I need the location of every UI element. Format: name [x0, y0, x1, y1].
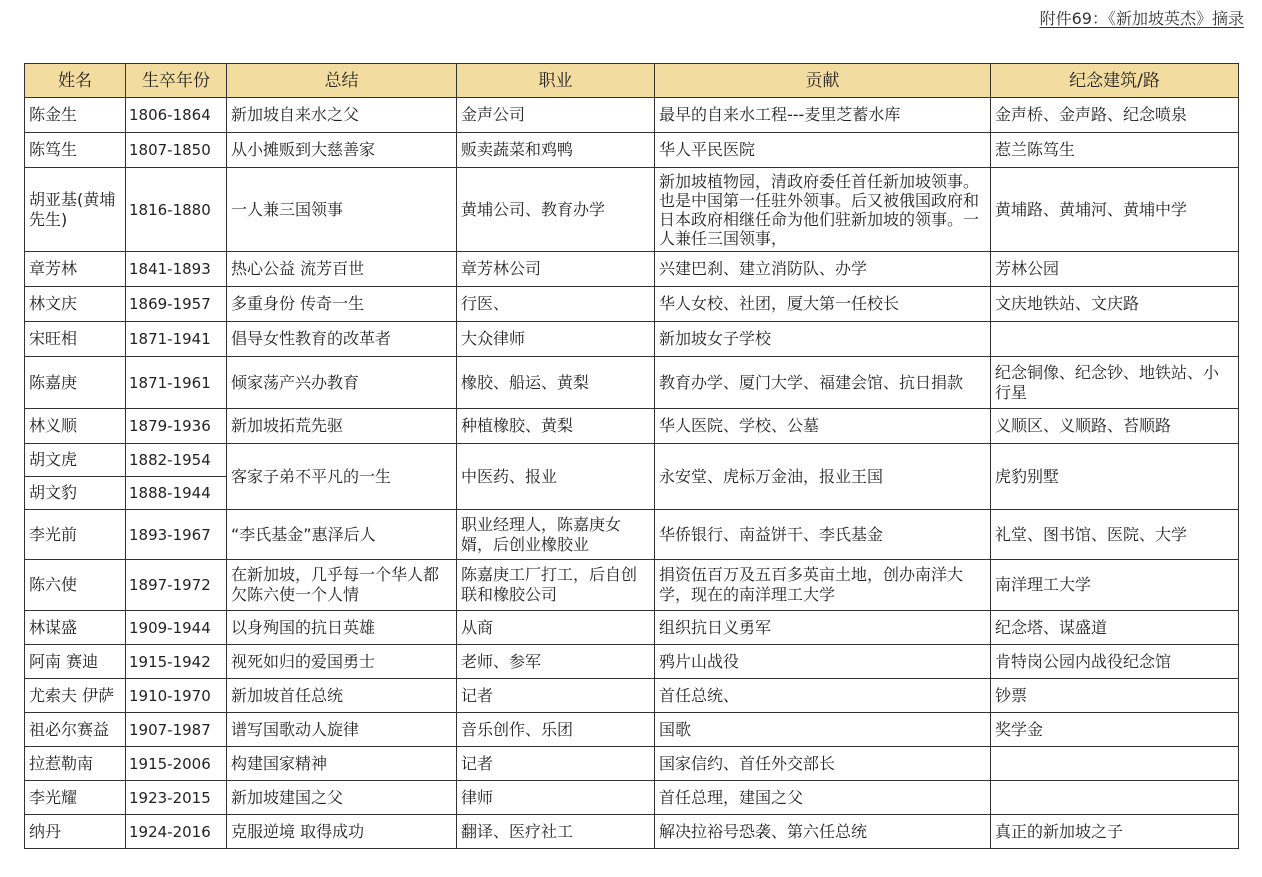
- table-row: [25, 322, 1239, 357]
- cell-years: 1915-1942: [126, 645, 227, 679]
- cell-contribution: 组织抗日义勇军: [655, 611, 991, 645]
- cell-summary: 在新加坡，几乎每一个华人都欠陈六使一个人情: [227, 560, 457, 611]
- cell-occupation: 行医、: [457, 287, 655, 322]
- cell-occupation: 记者: [457, 747, 655, 781]
- cell-summary: 从小摊贩到大慈善家: [227, 133, 457, 168]
- cell-contribution: 国家信约、首任外交部长: [655, 747, 991, 781]
- cell-occupation: 贩卖蔬菜和鸡鸭: [457, 133, 655, 168]
- cell-occupation: 橡胶、船运、黄梨: [457, 357, 655, 409]
- column-header-memorial: 纪念建筑/路: [991, 64, 1239, 98]
- cell-memorial: 钞票: [991, 679, 1239, 713]
- cell-memorial: 纪念塔、谋盛道: [991, 611, 1239, 645]
- cell-contribution: 华人医院、学校、公墓: [655, 409, 991, 444]
- cell-contribution: 新加坡植物园，清政府委任首任新加坡领事。也是中国第一任驻外领事。后又被俄国政府和日本政府相继任命为他们驻新加坡的领事。一人兼任三国领事，: [655, 168, 991, 252]
- cell-occupation: 职业经理人，陈嘉庚女婿，后创业橡胶业: [457, 510, 655, 560]
- cell-occupation: 翻译、医疗社工: [457, 815, 655, 849]
- cell-name: 陈六使: [25, 560, 126, 611]
- table-row: [25, 560, 1239, 611]
- cell-name: 纳丹: [25, 815, 126, 849]
- table-row: [25, 252, 1239, 287]
- cell-summary: 一人兼三国领事: [227, 168, 457, 252]
- cell-memorial: 南洋理工大学: [991, 560, 1239, 611]
- cell-memorial: 黄埔路、黄埔河、黄埔中学: [991, 168, 1239, 252]
- cell-memorial: 纪念铜像、纪念钞、地铁站、小行星: [991, 357, 1239, 409]
- cell-years: 1907-1987: [126, 713, 227, 747]
- cell-years: 1909-1944: [126, 611, 227, 645]
- cell-occupation: 音乐创作、乐团: [457, 713, 655, 747]
- cell-summary: 倡导女性教育的改革者: [227, 322, 457, 357]
- cell-name: 拉惹勒南: [25, 747, 126, 781]
- cell-contribution: 捐资伍百万及五百多英亩土地，创办南洋大学，现在的南洋理工大学: [655, 560, 991, 611]
- table-row: [25, 679, 1239, 713]
- cell-name: 阿南 赛迪: [25, 645, 126, 679]
- table-row: [25, 98, 1239, 133]
- cell-years: 1910-1970: [126, 679, 227, 713]
- cell-name: 胡亚基(黄埔先生): [25, 168, 126, 252]
- cell-occupation: 黄埔公司、教育办学: [457, 168, 655, 252]
- cell-occupation: 中医药、报业: [457, 444, 655, 510]
- column-header-contribution: 贡献: [655, 64, 991, 98]
- cell-years: 1869-1957: [126, 287, 227, 322]
- cell-years: 1841-1893: [126, 252, 227, 287]
- cell-name: 胡文豹: [25, 477, 126, 510]
- cell-memorial: 肯特岗公园内战役纪念馆: [991, 645, 1239, 679]
- cell-contribution: 永安堂、虎标万金油，报业王国: [655, 444, 991, 510]
- cell-name: 林谋盛: [25, 611, 126, 645]
- cell-memorial: 奖学金: [991, 713, 1239, 747]
- table-row: [25, 781, 1239, 815]
- cell-contribution: 鸦片山战役: [655, 645, 991, 679]
- table-row: [25, 747, 1239, 781]
- column-header-name: 姓名: [25, 64, 126, 98]
- document-header: 附件69：《新加坡英杰》摘录: [1039, 9, 1244, 28]
- cell-name: 宋旺相: [25, 322, 126, 357]
- cell-occupation: 从商: [457, 611, 655, 645]
- cell-years: 1871-1941: [126, 322, 227, 357]
- cell-summary: 新加坡自来水之父: [227, 98, 457, 133]
- cell-contribution: 华侨银行、南益饼干、李氏基金: [655, 510, 991, 560]
- cell-years: 1816-1880: [126, 168, 227, 252]
- cell-name: 陈嘉庚: [25, 357, 126, 409]
- cell-years: 1807-1850: [126, 133, 227, 168]
- cell-contribution: 解决拉裕号恐袭、第六任总统: [655, 815, 991, 849]
- cell-memorial: [991, 747, 1239, 781]
- cell-years: 1924-2016: [126, 815, 227, 849]
- cell-occupation: 律师: [457, 781, 655, 815]
- cell-memorial: 惹兰陈笃生: [991, 133, 1239, 168]
- cell-memorial: [991, 322, 1239, 357]
- cell-summary: “李氏基金”惠泽后人: [227, 510, 457, 560]
- cell-name: 陈金生: [25, 98, 126, 133]
- table-row: [25, 357, 1239, 409]
- cell-memorial: 真正的新加坡之子: [991, 815, 1239, 849]
- cell-memorial: [991, 781, 1239, 815]
- cell-occupation: 种植橡胶、黄梨: [457, 409, 655, 444]
- cell-name: 林文庆: [25, 287, 126, 322]
- cell-summary: 视死如归的爱国勇士: [227, 645, 457, 679]
- table-row: [25, 815, 1239, 849]
- cell-occupation: 陈嘉庚工厂打工，后自创联和橡胶公司: [457, 560, 655, 611]
- figures-table: [24, 63, 1239, 849]
- table-row: [25, 510, 1239, 560]
- cell-summary: 新加坡拓荒先驱: [227, 409, 457, 444]
- cell-summary: 新加坡建国之父: [227, 781, 457, 815]
- cell-name: 胡文虎: [25, 444, 126, 477]
- cell-years: 1806-1864: [126, 98, 227, 133]
- cell-contribution: 最早的自来水工程---麦里芝蓄水库: [655, 98, 991, 133]
- table-row: [25, 287, 1239, 322]
- cell-occupation: 章芳林公司: [457, 252, 655, 287]
- cell-occupation: 金声公司: [457, 98, 655, 133]
- table-row: [25, 409, 1239, 444]
- table-row: [25, 645, 1239, 679]
- cell-occupation: 老师、参军: [457, 645, 655, 679]
- cell-contribution: 华人女校、社团，厦大第一任校长: [655, 287, 991, 322]
- cell-contribution: 兴建巴刹、建立消防队、办学: [655, 252, 991, 287]
- table-row: [25, 133, 1239, 168]
- cell-years: 1897-1972: [126, 560, 227, 611]
- cell-summary: 以身殉国的抗日英雄: [227, 611, 457, 645]
- cell-years: 1879-1936: [126, 409, 227, 444]
- cell-summary: 多重身份 传奇一生: [227, 287, 457, 322]
- cell-memorial: 虎豹别墅: [991, 444, 1239, 510]
- cell-name: 李光耀: [25, 781, 126, 815]
- cell-summary: 构建国家精神: [227, 747, 457, 781]
- cell-name: 陈笃生: [25, 133, 126, 168]
- cell-years: 1915-2006: [126, 747, 227, 781]
- cell-contribution: 教育办学、厦门大学、福建会馆、抗日捐款: [655, 357, 991, 409]
- cell-contribution: 新加坡女子学校: [655, 322, 991, 357]
- table-row: [25, 168, 1239, 252]
- column-header-occupation: 职业: [457, 64, 655, 98]
- cell-years: 1888-1944: [126, 477, 227, 510]
- cell-years: 1871-1961: [126, 357, 227, 409]
- cell-name: 林义顺: [25, 409, 126, 444]
- cell-memorial: 礼堂、图书馆、医院、大学: [991, 510, 1239, 560]
- cell-summary: 客家子弟不平凡的一生: [227, 444, 457, 510]
- cell-summary: 克服逆境 取得成功: [227, 815, 457, 849]
- cell-name: 章芳林: [25, 252, 126, 287]
- column-header-years: 生卒年份: [126, 64, 227, 98]
- table-row: [25, 713, 1239, 747]
- cell-memorial: 金声桥、金声路、纪念喷泉: [991, 98, 1239, 133]
- cell-contribution: 国歌: [655, 713, 991, 747]
- cell-name: 李光前: [25, 510, 126, 560]
- cell-name: 尤索夫 伊萨: [25, 679, 126, 713]
- column-header-summary: 总结: [227, 64, 457, 98]
- cell-memorial: 文庆地铁站、文庆路: [991, 287, 1239, 322]
- cell-contribution: 华人平民医院: [655, 133, 991, 168]
- cell-years: 1923-2015: [126, 781, 227, 815]
- cell-memorial: 义顺区、义顺路、苔顺路: [991, 409, 1239, 444]
- cell-summary: 谱写国歌动人旋律: [227, 713, 457, 747]
- cell-name: 祖必尔赛益: [25, 713, 126, 747]
- cell-years: 1882-1954: [126, 444, 227, 477]
- cell-occupation: 大众律师: [457, 322, 655, 357]
- cell-contribution: 首任总理，建国之父: [655, 781, 991, 815]
- cell-summary: 倾家荡产兴办教育: [227, 357, 457, 409]
- table-row: [25, 611, 1239, 645]
- cell-summary: 新加坡首任总统: [227, 679, 457, 713]
- cell-occupation: 记者: [457, 679, 655, 713]
- cell-years: 1893-1967: [126, 510, 227, 560]
- table-header-row: [25, 64, 1239, 98]
- table-row: [25, 444, 1239, 477]
- cell-contribution: 首任总统、: [655, 679, 991, 713]
- cell-memorial: 芳林公园: [991, 252, 1239, 287]
- cell-summary: 热心公益 流芳百世: [227, 252, 457, 287]
